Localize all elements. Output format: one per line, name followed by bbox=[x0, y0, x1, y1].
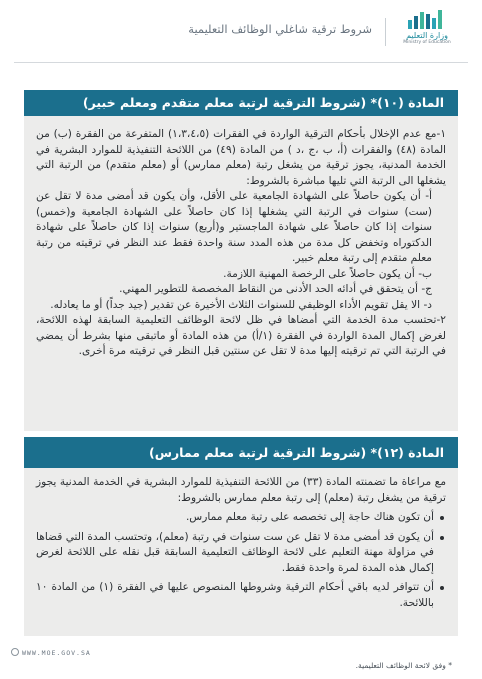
header-rule bbox=[14, 62, 468, 63]
article-12-card bbox=[24, 437, 458, 636]
article-12-bullet: أن تتوافر لديه باقي أحكام الترقية وشروطها المنصوص عليها في الفقرة (١) من المادة ١٠ باللائحة. bbox=[36, 580, 446, 611]
article-10-paragraph-1: ١-مع عدم الإخلال بأحكام الترقية الواردة في الفقرات (١،٣،٤،٥) المتفرعة من الفقرة (ب) من المادة (٤٨) والفقرات (أ، ب ،ج ،د ) من المادة (٤٩) من اللائحة التنفيذية للموارد البشرية في الخدمة المدنية، يجوز ترقية من يشغل رتبة (معلم ممارس) أو (معلم متقدم) من الرتبة التي يشغلها الى الرتبة التي تليها مباشرة بالشروط: bbox=[36, 128, 447, 187]
article-10-item-d: د- الا يقل تقويم الأداء الوظيفي للسنوات الثلاث الأخيرة عن تقدير (جيد جداً) أو ما يعادله. bbox=[50, 298, 432, 311]
article-10-item-a: أ- أن يكون حاصلاً على الشهادة الجامعية على الأقل، وأن يكون قد أمضى مدة لا تقل عن (ست) سنوات في الرتبة التي يشغلها إذا كان حاصلاً على الشهادة الجامعية و(خمس) سنوات إذا كان حاصلاً على شهادة الماجستير و(أربع) سنوات إذا كان حاصلاً على شهادة الدكتوراه وتخفض كل مدة من هذه المدد سنة واحدة فقط عند النظر في ترقيته من رتبة معلم متقدم إلى رتبة معلم خبير. bbox=[36, 190, 432, 264]
article-12-title: المادة (١٢)* (شروط الترقية لرتبة معلم ممارس) bbox=[24, 437, 458, 468]
article-10-card bbox=[24, 90, 458, 431]
globe-icon bbox=[11, 648, 19, 656]
header-divider bbox=[385, 18, 386, 46]
website-link[interactable]: WWW.MOE.GOV.SA bbox=[22, 649, 91, 657]
article-12-intro: مع مراعاة ما تضمنته المادة (٣٣) من اللائحة التنفيذية للموارد البشرية في الخدمة المدنية يجوز ترقية من يشغل رتبة (معلم) إلى رتبة معلم ممارس بالشروط: bbox=[36, 476, 446, 504]
ministry-logo-icon bbox=[407, 8, 447, 30]
ministry-name-en: Ministry of Education bbox=[403, 40, 451, 45]
header bbox=[0, 0, 482, 62]
article-10-item-b: ب- أن يكون حاصلاً على الرخصة المهنية اللازمة. bbox=[223, 267, 432, 280]
article-10-item-c: ج- أن يتحقق في أدائه الحد الأدنى من النقاط المخصصة للتطوير المهني. bbox=[119, 283, 432, 295]
article-12-body bbox=[36, 475, 446, 611]
article-10-body bbox=[36, 127, 446, 360]
article-12-bullet: أن يكون قد أمضى مدة لا تقل عن ست سنوات في رتبة (معلم)، وتحتسب المدة التي قضاها في مزاولة مهنة التعليم على لائحة الوظائف التعليمية السابقة قبل نقله على اللائحة لغرض إكمال هذه المدة لمرة واحدة فقط. bbox=[36, 530, 446, 577]
footnote: * وفق لائحة الوظائف التعليمية. bbox=[355, 661, 452, 670]
ministry-name-ar: وزارة التعليم bbox=[406, 31, 448, 40]
article-10-title: المادة (١٠)* (شروط الترقية لرتبة معلم متقدم ومعلم خبير) bbox=[24, 90, 458, 116]
document-title: شروط ترقية شاغلي الوظائف التعليمية bbox=[188, 22, 372, 36]
footer bbox=[0, 642, 482, 679]
ministry-logo bbox=[392, 8, 462, 54]
article-12-bullet: أن تكون هناك حاجة إلى تخصصه على رتبة معلم ممارس. bbox=[36, 510, 446, 526]
article-10-paragraph-2: ٢-تحتسب مدة الخدمة التي أمضاها في ظل لائحة الوظائف التعليمية السابقة لهذه اللائحة، لغرض إكمال المدة الواردة في الفقرة (١/أ) من هذه المادة أو ماتبقى منها بشرط أن يمضي في الرتبة التي تم ترقيته إليها مدة لا تقل عن سنتين قبل النظر في ترقيته مرة أخرى. bbox=[36, 314, 447, 357]
